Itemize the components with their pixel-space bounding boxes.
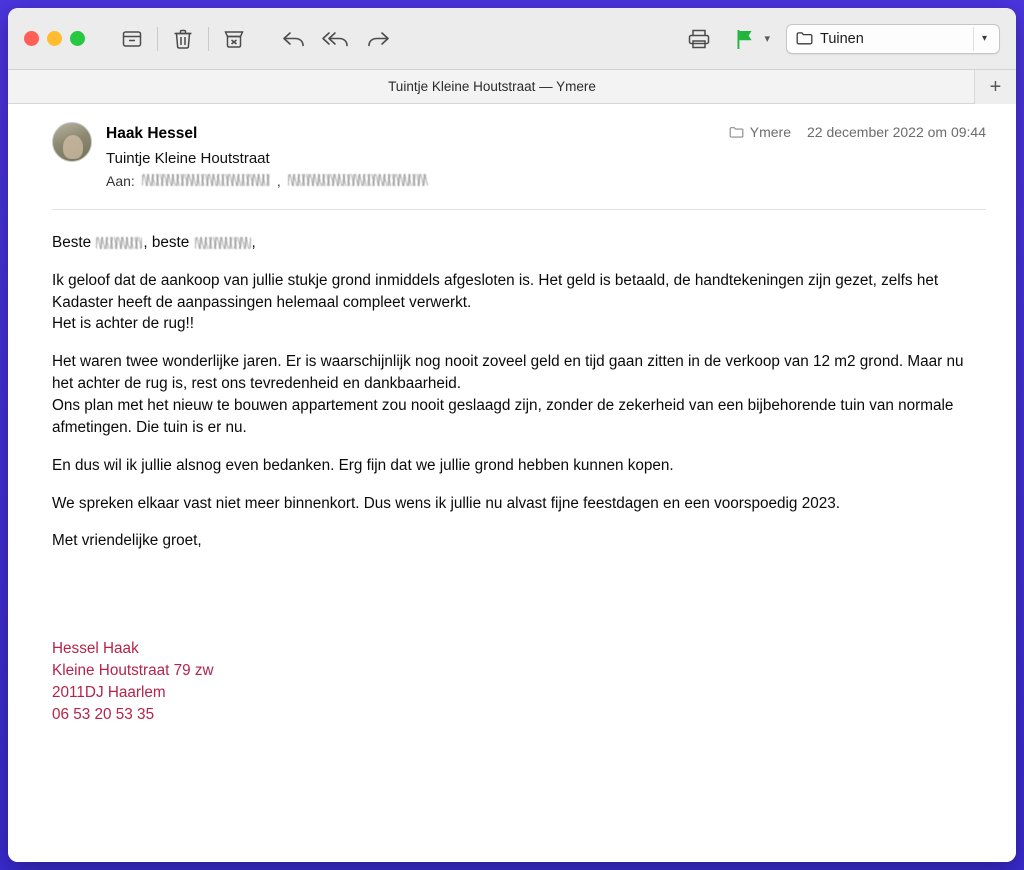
message-body: [8, 210, 1016, 578]
body-paragraph-5: En dus wil ik jullie alsnog even bedanken. Erg fijn dat we jullie grond hebben kunnen kopen.: [52, 456, 674, 474]
mail-message-window: [8, 8, 1016, 862]
minimize-window-button[interactable]: [47, 31, 62, 46]
greeting-suffix: ,: [251, 233, 256, 251]
recipients-row: [106, 173, 986, 189]
to-label: Aan:: [106, 172, 135, 189]
message-header: [8, 104, 1016, 201]
mailbox-folder-icon: [729, 126, 744, 139]
avatar: [52, 122, 92, 162]
flag-button[interactable]: [732, 26, 770, 52]
new-tab-button[interactable]: +: [974, 70, 1016, 104]
reply-all-icon: [321, 27, 351, 51]
flag-menu-chevron-down-icon[interactable]: ▾: [764, 33, 770, 45]
printer-icon: [686, 27, 712, 51]
signature-phone: 06 53 20 53 35: [52, 705, 155, 723]
body-paragraph-6: We spreken elkaar vast niet meer binnenkort. Dus wens ik jullie nu alvast fijne feestdagen en een voorspoedig 2023.: [52, 494, 840, 512]
signature-street: Kleine Houtstraat 79 zw: [52, 662, 214, 680]
greeting-name-1-redacted: [96, 237, 142, 249]
message-subject: Tuintje Kleine Houtstraat: [106, 149, 270, 167]
traffic-light-buttons: [24, 31, 85, 46]
flag-icon: [732, 26, 758, 52]
tab-bar: [8, 70, 1016, 104]
body-paragraph-1: Ik geloof dat de aankoop van jullie stukje grond inmiddels afgesloten is. Het geld is betaald, de handtekeningen zijn gezet, zelfs het Kadaster heeft de aanpassingen helemaal compleet verwerkt.: [52, 271, 939, 311]
maximize-window-button[interactable]: [70, 31, 85, 46]
mailbox-name: Ymere: [749, 124, 791, 140]
reply-icon: [281, 27, 307, 51]
folder-select-chevron-down-icon[interactable]: ▾: [973, 27, 995, 51]
archive-button[interactable]: [111, 20, 153, 58]
greeting-paragraph: [52, 232, 972, 254]
archive-icon: [120, 27, 144, 51]
toolbar: [8, 8, 1016, 70]
move-to-junk-button[interactable]: [213, 20, 255, 58]
reply-all-button[interactable]: [315, 20, 357, 58]
delete-button[interactable]: [162, 20, 204, 58]
signature-name: Hessel Haak: [52, 640, 139, 658]
greeting-prefix: Beste: [52, 233, 96, 251]
trash-icon: [171, 27, 195, 51]
folder-select-value: Tuinen: [820, 30, 864, 47]
body-paragraph-4: Ons plan met het nieuw te bouwen appartement zou nooit geslaagd zijn, zonder de zekerheid van een bijbehorende tuin van normale afmetingen. Die tuin is er nu.: [52, 396, 954, 436]
folder-select[interactable]: [786, 24, 1000, 54]
recipient-1-redacted[interactable]: [142, 174, 270, 186]
close-window-button[interactable]: [24, 31, 39, 46]
body-paragraph-3: Het waren twee wonderlijke jaren. Er is waarschijnlijk nog nooit zoveel geld en tijd gaan zitten in de verkoop van 12 m2 grond. Maar nu het achter de rug is, rest ons tevredenheid en dankbaarheid.: [52, 353, 964, 393]
toolbar-separator-1: [157, 27, 158, 51]
body-closing: Met vriendelijke groet,: [52, 532, 202, 550]
greeting-middle: , beste: [143, 233, 194, 251]
signature-block: [8, 638, 1016, 725]
mailbox-label-group: [729, 124, 791, 140]
recipient-2-redacted[interactable]: [288, 174, 428, 186]
toolbar-separator-2: [208, 27, 209, 51]
signature-city: 2011DJ Haarlem: [52, 683, 166, 701]
message-pane: [8, 104, 1016, 862]
reply-button[interactable]: [273, 20, 315, 58]
recipient-separator: ,: [276, 172, 281, 189]
message-meta: [729, 124, 986, 140]
sender-name: Haak Hessel: [106, 125, 198, 142]
window-title: Tuintje Kleine Houtstraat — Ymere: [388, 79, 596, 94]
forward-icon: [365, 27, 391, 51]
forward-button[interactable]: [357, 20, 399, 58]
message-date: 22 december 2022 om 09:44: [806, 124, 986, 140]
body-paragraph-2: Het is achter de rug!!: [52, 315, 194, 333]
junk-icon: [222, 27, 246, 51]
folder-icon: [796, 31, 813, 46]
greeting-name-2-redacted: [195, 237, 251, 249]
print-button[interactable]: [678, 20, 720, 58]
